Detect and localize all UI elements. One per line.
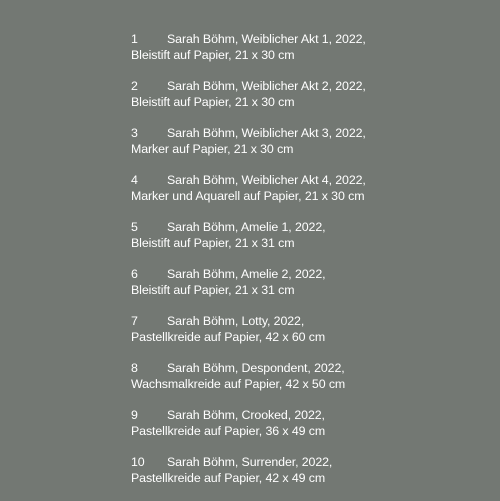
entry-title: Sarah Böhm, Weiblicher Akt 1, 2022,: [167, 32, 366, 46]
entry-title: Sarah Böhm, Weiblicher Akt 4, 2022,: [167, 173, 366, 187]
entry-medium: Marker und Aquarell auf Papier, 21 x 30 cm: [131, 189, 365, 203]
entry-number: 9: [131, 408, 138, 422]
entry-title: Sarah Böhm, Despondent, 2022,: [167, 361, 345, 375]
artwork-entry-9: [131, 407, 471, 454]
entry-medium: Wachsmalkreide auf Papier, 42 x 50 cm: [131, 377, 346, 391]
entry-number: 4: [131, 173, 138, 187]
entry-number: 1: [131, 32, 138, 46]
entry-number: 2: [131, 79, 138, 93]
artwork-entry-2: [131, 78, 471, 125]
artwork-entry-7: [131, 313, 471, 360]
entry-medium: Bleistift auf Papier, 21 x 30 cm: [131, 48, 295, 62]
entry-number: 6: [131, 267, 138, 281]
artwork-entry-1: [131, 31, 471, 78]
entry-number: 3: [131, 126, 138, 140]
entry-title: Sarah Böhm, Weiblicher Akt 2, 2022,: [167, 79, 366, 93]
artwork-entry-6: [131, 266, 471, 313]
artwork-entry-3: [131, 125, 471, 172]
artwork-entry-8: [131, 360, 471, 407]
entry-number: 7: [131, 314, 138, 328]
entry-medium: Bleistift auf Papier, 21 x 31 cm: [131, 283, 295, 297]
entry-number: 5: [131, 220, 138, 234]
entry-title: Sarah Böhm, Weiblicher Akt 3, 2022,: [167, 126, 366, 140]
entry-number: 8: [131, 361, 138, 375]
entry-title: Sarah Böhm, Lotty, 2022,: [167, 314, 305, 328]
entry-medium: Marker auf Papier, 21 x 30 cm: [131, 142, 294, 156]
entry-medium: Pastellkreide auf Papier, 36 x 49 cm: [131, 424, 326, 438]
entry-medium: Bleistift auf Papier, 21 x 31 cm: [131, 236, 295, 250]
artwork-entry-4: [131, 172, 471, 219]
entry-title: Sarah Böhm, Crooked, 2022,: [167, 408, 325, 422]
entry-title: Sarah Böhm, Surrender, 2022,: [167, 455, 333, 469]
entry-number: 10: [131, 455, 145, 469]
entry-medium: Pastellkreide auf Papier, 42 x 60 cm: [131, 330, 326, 344]
artwork-entry-10: [131, 454, 471, 501]
artwork-entry-5: [131, 219, 471, 266]
entry-medium: Pastellkreide auf Papier, 42 x 49 cm: [131, 471, 326, 485]
entry-title: Sarah Böhm, Amelie 1, 2022,: [167, 220, 326, 234]
entry-medium: Bleistift auf Papier, 21 x 30 cm: [131, 95, 295, 109]
entry-title: Sarah Böhm, Amelie 2, 2022,: [167, 267, 326, 281]
artwork-list: [131, 31, 471, 501]
